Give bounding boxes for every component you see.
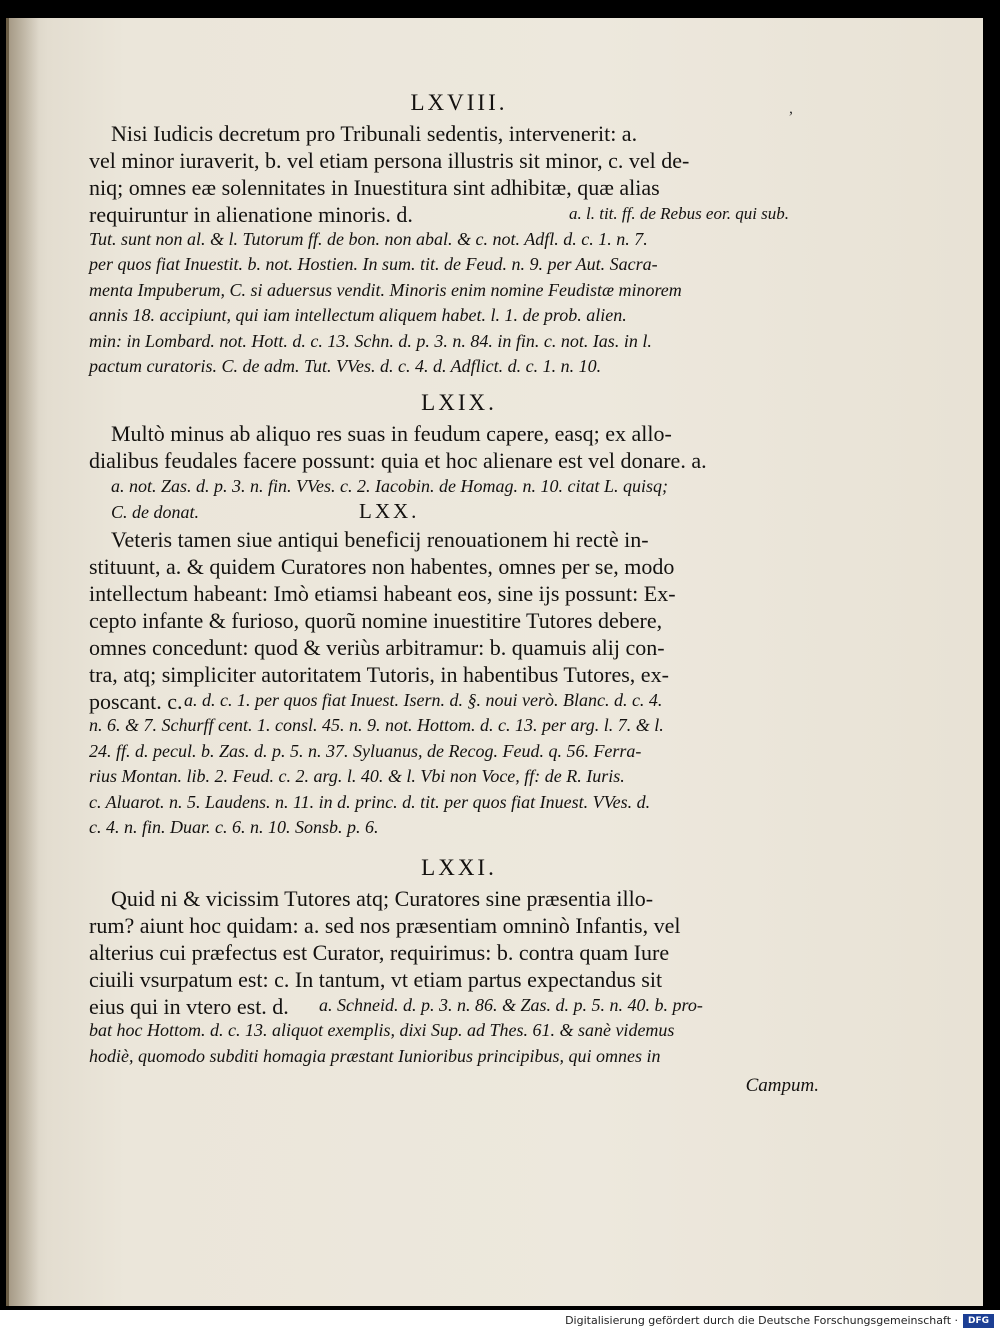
- dfg-logo: DFG: [963, 1314, 994, 1328]
- book-page: [6, 18, 983, 1306]
- section-body: [89, 526, 829, 715]
- catchword: Campum.: [745, 1075, 819, 1096]
- note-line: per quos fiat Inuestit. b. not. Hostien. In sum. tit. de Feud. n. 9. per Aut. Sacra-: [89, 254, 658, 274]
- margin-mark: ,: [789, 100, 793, 117]
- note-line: min: in Lombard. not. Hott. d. c. 13. Schn. d. p. 3. n. 84. in fin. c. not. Ias. in l.: [89, 330, 652, 351]
- note-line: a. not. Zas. d. p. 3. n. fin. VVes. c. 2. Iacobin. de Homag. n. 10. citat L. quisq;: [111, 475, 668, 496]
- section-notes: [89, 688, 829, 841]
- note-line: rius Montan. lib. 2. Feud. c. 2. arg. l. 40. & l. Vbi non Voce, ff: de R. Iuris.: [89, 766, 625, 786]
- section-notes: [89, 474, 829, 526]
- note-line: a. Schneid. d. p. 3. n. 86. & Zas. d. p. 5. n. 40. b. pro-: [319, 994, 703, 1015]
- text-line: tra, atq; simpliciter autoritatem Tutoris, in habentibus Tutores, ex-: [89, 661, 669, 687]
- note-line: 24. ff. d. pecul. b. Zas. d. p. 5. n. 37. Syluanus, de Recog. Feud. q. 56. Ferra-: [89, 740, 642, 761]
- page-content: [89, 82, 829, 1097]
- note-line: Tut. sunt non al. & l. Tutorum ff. de bon. non abal. & c. not. Adfl. d. c. 1. n. 7.: [89, 228, 648, 249]
- section-heading: LXIX.: [421, 389, 497, 415]
- text-line: omnes concedunt: quod & veriùs arbitramur: b. quamuis alij con-: [89, 634, 665, 660]
- section-heading: LXXI.: [421, 854, 497, 880]
- note-line: annis 18. accipiunt, qui iam intellectum aliquem habet. l. 1. de prob. alien.: [89, 305, 627, 325]
- note-line: menta Impuberum, C. si aduersus vendit. Minoris enim nomine Feudistæ minorem: [89, 279, 682, 300]
- funding-notice: Digitalisierung gefördert durch die Deutsche Forschungsgemeinschaft ·: [565, 1314, 958, 1327]
- footer-bar: [0, 1310, 1000, 1333]
- section-body: [89, 420, 829, 474]
- note-line: a. l. tit. ff. de Rebus eor. qui sub.: [569, 204, 790, 223]
- note-line: pactum curatoris. C. de adm. Tut. VVes. d. c. 4. d. Adflict. d. c. 1. n. 10.: [89, 356, 602, 376]
- text-line: vel minor iuraverit, b. vel etiam persona illustris sit minor, c. vel de-: [89, 148, 690, 173]
- text-line: poscant. c.: [89, 688, 183, 714]
- section-notes: [89, 201, 829, 380]
- note-line: c. 4. n. fin. Duar. c. 6. n. 10. Sonsb. p. 6.: [89, 817, 379, 837]
- text-line: eius qui in vtero est. d.: [89, 993, 289, 1019]
- note-line: hodiè, quomodo subditi homagia præstant Iunioribus principibus, qui omnes in: [89, 1045, 661, 1066]
- text-line: requiruntur in alienatione minoris. d.: [89, 202, 413, 227]
- text-line: niq; omnes eæ solennitates in Inuestitura sint adhibitæ, quæ alias: [89, 175, 660, 200]
- text-line: intellectum habeant: Imò etiamsi habeant eos, sine ijs possunt: Ex-: [89, 580, 676, 606]
- text-line: rum? aiunt hoc quidam: a. sed nos præsentiam omninò Infantis, vel: [89, 912, 681, 938]
- note-line: [89, 499, 829, 526]
- section-heading: LXX.: [359, 499, 420, 523]
- text-line: Quid ni & vicissim Tutores atq; Curatores sine præsentia illo-: [111, 885, 654, 911]
- note-line: bat hoc Hottom. d. c. 13. aliquot exemplis, dixi Sup. ad Thes. 61. & sanè videmus: [89, 1020, 675, 1040]
- text-line: dialibus feudales facere possunt: quia et hoc alienare est vel donare. a.: [89, 447, 707, 473]
- text-line: ciuili vsurpatum est: c. In tantum, vt etiam partus expectandus sit: [89, 966, 663, 992]
- note-text: C. de donat.: [111, 502, 199, 522]
- note-line: n. 6. & 7. Schurff cent. 1. consl. 45. n. 9. not. Hottom. d. c. 13. per arg. l. 7. & l.: [89, 715, 664, 735]
- text-line: alterius cui præfectus est Curator, requirimus: b. contra quam Iure: [89, 939, 670, 965]
- text-line: Veteris tamen siue antiqui beneficij renouationem hi rectè in-: [111, 526, 649, 552]
- text-line: stituunt, a. & quidem Curatores non habentes, omnes per se, modo: [89, 553, 675, 579]
- text-line: Nisi Iudicis decretum pro Tribunali sedentis, intervenerit: a.: [111, 121, 638, 146]
- text-line: cepto infante & furioso, quorũ nomine inuestitire Tutores debere,: [89, 607, 663, 633]
- note-line: a. d. c. 1. per quos fiat Inuest. Isern. d. §. noui verò. Blanc. d. c. 4.: [184, 689, 663, 710]
- note-line: c. Aluarot. n. 5. Laudens. n. 11. in d. princ. d. tit. per quos fiat Inuest. VVes. d.: [89, 791, 651, 812]
- section-heading: LXVIII.: [410, 90, 508, 115]
- text-line: Multò minus ab aliquo res suas in feudum capere, easq; ex allo-: [111, 420, 672, 446]
